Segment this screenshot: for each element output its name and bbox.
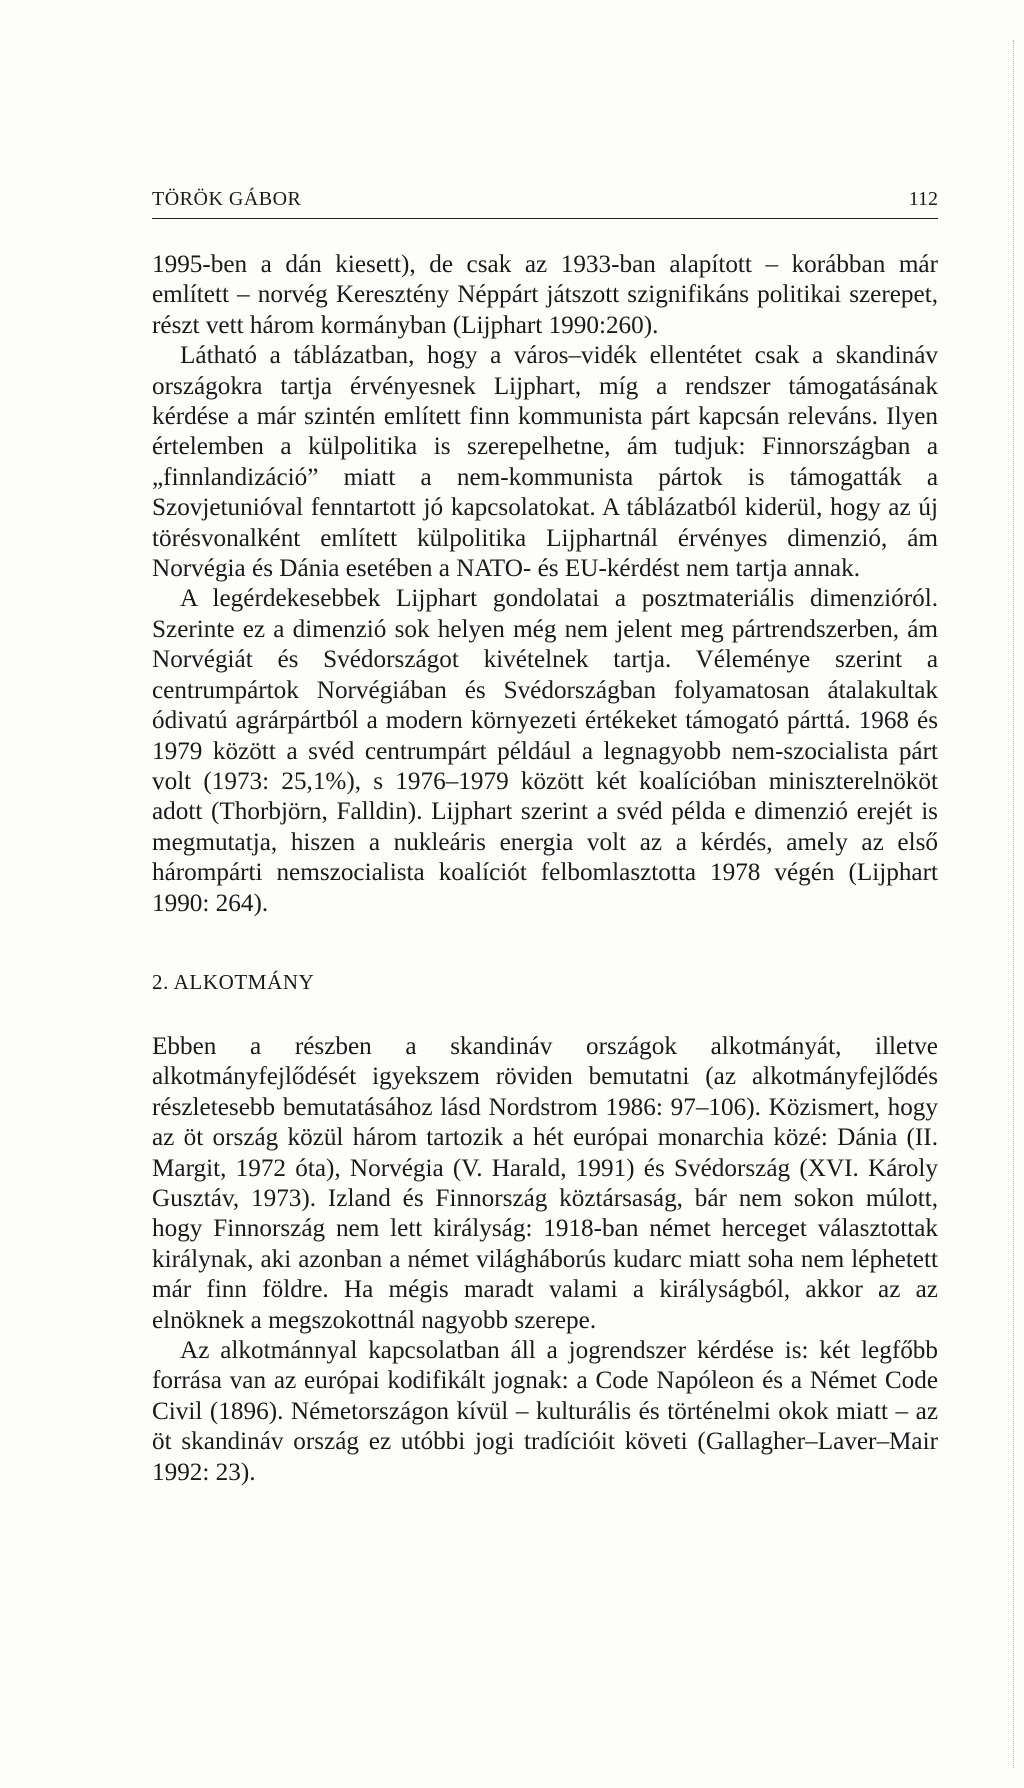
page-number: 112 <box>908 188 938 210</box>
section-heading: 2. ALKOTMÁNY <box>152 970 315 994</box>
text-block-section-2 <box>152 1032 938 1488</box>
paragraph: Látható a táblázatban, hogy a város–vidék ellentétet csak a skandináv országokra tartja érvényesnek Lijphart, míg a rendszer támogatásának kérdése a már szintén említett finn kommunista párt kapcsán releváns. Ilyen értelemben a külpolitika is szerepelhetne, ám tudjuk: Finnországban a „finnlandizáció” miatt a nem-kommunista pártok is támogatták a Szovjetunióval fenntartott jó kapcsolatokat. A táblázatból kiderül, hogy az új törésvonalként említett külpolitika Lijphartnál érvényes dimenzió, ám Norvégia és Dánia esetében a NATO- és EU-kérdést nem tartja annak. <box>152 342 938 583</box>
running-head-author: TÖRÖK GÁBOR <box>152 188 302 210</box>
paragraph: A legérdekesebbek Lijphart gondolatai a posztmateriális dimenzióról. Szerinte ez a dimenzió sok helyen még nem jelent meg pártrendszerben, ám Norvégiát és Svédországot kivételnek tartja. Véleménye szerint a centrumpártok Norvégiában és Svédországban folyamatosan átalakultak ódivatú agrárpártból a modern környezeti értékeket támogató párttá. 1968 és 1979 között a svéd centrumpárt például a legnagyobb nem-szocialista párt volt (1973: 25,1%), s 1976–1979 között két koalícióban miniszterelnököt adott (Thorbjörn, Falldin). Lijphart szerint a svéd példa e dimenzió erejét is megmutatja, hiszen a nukleáris energia volt az a kérdés, amely az első hárompárti nemszocialista koalíciót felbomlasztotta 1978 végén (Lijphart 1990: 264). <box>152 585 938 917</box>
text-block-section-1 <box>152 250 938 919</box>
page-edge <box>1013 40 1014 1768</box>
paragraph: Az alkotmánnyal kapcsolatban áll a jogrendszer kérdése is: két legfőbb forrása van az európai kodifikált jognak: a Code Napóleon és a Német Code Civil (1896). Németországon kívül – kulturális és történelmi okok miatt – az öt skandináv ország ez utóbbi jogi tradícióit követi (Gallagher–Laver–Mair 1992: 23). <box>152 1337 938 1486</box>
paragraph: Ebben a részben a skandináv országok alkotmányát, illetve alkotmányfejlődését igyekszem röviden bemutatni (az alkotmányfejlődés részletesebb bemutatásához lásd Nordstrom 1986: 97–106). Közismert, hogy az öt ország közül három tartozik a hét európai monarchia közé: Dánia (II. Margit, 1972 óta), Norvégia (V. Harald, 1991) és Svédország (XVI. Károly Gusztáv, 1973). Izland és Finnország köztársaság, bár nem sokon múlott, hogy Finnország nem lett királyság: 1918-ban német herceget választottak királynak, aki azonban a német világháborús kudarc miatt soha nem léphetett már finn földre. Ha mégis maradt valami a királyságból, akkor az az elnöknek a megszokottnál nagyobb szerepe. <box>152 1033 938 1334</box>
paragraph: 1995-ben a dán kiesett), de csak az 1933-ban alapított – korábban már említett – norvég Keresztény Néppárt játszott szignifikáns politikai szerepet, részt vett három kormányban (Lijphart 1990:260). <box>152 251 938 339</box>
running-header <box>152 188 938 219</box>
